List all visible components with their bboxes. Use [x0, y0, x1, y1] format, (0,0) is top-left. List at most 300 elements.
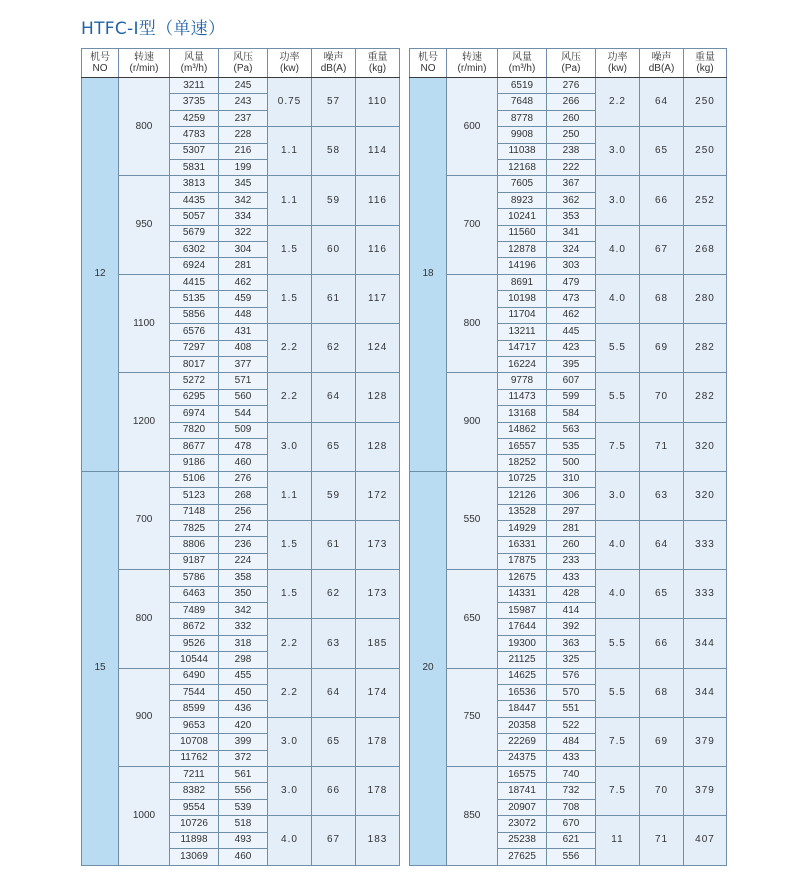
pressure-cell: 544 [219, 406, 268, 422]
pressure-cell: 484 [547, 734, 596, 750]
noise-cell: 64 [640, 520, 684, 569]
power-cell: 2.2 [268, 668, 312, 717]
airflow-cell: 8778 [498, 110, 547, 126]
noise-cell: 59 [312, 176, 356, 225]
airflow-cell: 5856 [170, 307, 219, 323]
spec-table-right [409, 48, 727, 866]
weight-cell: 268 [684, 225, 727, 274]
power-cell: 4.0 [596, 520, 640, 569]
power-cell: 7.5 [596, 767, 640, 816]
weight-cell: 128 [356, 373, 400, 422]
pressure-cell: 224 [219, 553, 268, 569]
weight-cell: 250 [684, 78, 727, 127]
table-row [82, 78, 400, 94]
airflow-cell: 9186 [170, 455, 219, 471]
pressure-cell: 260 [547, 110, 596, 126]
pressure-cell: 740 [547, 767, 596, 783]
airflow-cell: 7297 [170, 340, 219, 356]
weight-cell: 344 [684, 668, 727, 717]
pressure-cell: 436 [219, 701, 268, 717]
power-cell: 1.5 [268, 274, 312, 323]
power-cell: 1.5 [268, 520, 312, 569]
col-header-speed: 转速 (r/min) [447, 49, 498, 78]
airflow-cell: 21125 [498, 652, 547, 668]
speed-cell: 800 [119, 570, 170, 668]
power-cell: 11 [596, 816, 640, 865]
airflow-cell: 3813 [170, 176, 219, 192]
pressure-cell: 500 [547, 455, 596, 471]
noise-cell: 60 [312, 225, 356, 274]
airflow-cell: 17875 [498, 553, 547, 569]
weight-cell: 250 [684, 127, 727, 176]
noise-cell: 62 [312, 570, 356, 619]
noise-cell: 71 [640, 816, 684, 865]
noise-cell: 69 [640, 324, 684, 373]
col-header-airflow: 风量 (m³/h) [498, 49, 547, 78]
weight-cell: 333 [684, 570, 727, 619]
airflow-cell: 9554 [170, 799, 219, 815]
table-row [410, 373, 727, 389]
airflow-cell: 5786 [170, 570, 219, 586]
pressure-cell: 281 [547, 520, 596, 536]
airflow-cell: 5106 [170, 471, 219, 487]
pressure-cell: 358 [219, 570, 268, 586]
model-no-cell: 12 [82, 78, 119, 472]
airflow-cell: 13211 [498, 324, 547, 340]
airflow-cell: 15987 [498, 603, 547, 619]
airflow-cell: 13069 [170, 849, 219, 865]
noise-cell: 70 [640, 373, 684, 422]
airflow-cell: 25238 [498, 832, 547, 848]
pressure-cell: 350 [219, 586, 268, 602]
table-row [82, 373, 400, 389]
noise-cell: 66 [312, 767, 356, 816]
pressure-cell: 363 [547, 635, 596, 651]
noise-cell: 59 [312, 471, 356, 520]
table-row [82, 668, 400, 684]
pressure-cell: 236 [219, 537, 268, 553]
weight-cell: 183 [356, 816, 400, 865]
airflow-cell: 9187 [170, 553, 219, 569]
pressure-cell: 551 [547, 701, 596, 717]
airflow-cell: 8672 [170, 619, 219, 635]
noise-cell: 68 [640, 668, 684, 717]
weight-cell: 320 [684, 422, 727, 471]
pressure-cell: 670 [547, 816, 596, 832]
power-cell: 4.0 [596, 274, 640, 323]
col-header-power: 功率 (kw) [268, 49, 312, 78]
airflow-cell: 4783 [170, 127, 219, 143]
pressure-cell: 479 [547, 274, 596, 290]
airflow-cell: 3735 [170, 94, 219, 110]
weight-cell: 178 [356, 767, 400, 816]
pressure-cell: 353 [547, 209, 596, 225]
col-header-airflow: 风量 (m³/h) [170, 49, 219, 78]
speed-cell: 1200 [119, 373, 170, 471]
airflow-cell: 7489 [170, 603, 219, 619]
airflow-cell: 19300 [498, 635, 547, 651]
noise-cell: 71 [640, 422, 684, 471]
pressure-cell: 298 [219, 652, 268, 668]
table-row [82, 176, 400, 192]
airflow-cell: 10241 [498, 209, 547, 225]
pressure-cell: 570 [547, 685, 596, 701]
airflow-cell: 20907 [498, 799, 547, 815]
pressure-cell: 445 [547, 324, 596, 340]
pressure-cell: 607 [547, 373, 596, 389]
pressure-cell: 493 [219, 832, 268, 848]
airflow-cell: 7211 [170, 767, 219, 783]
airflow-cell: 6519 [498, 78, 547, 94]
pressure-cell: 372 [219, 750, 268, 766]
airflow-cell: 8382 [170, 783, 219, 799]
weight-cell: 173 [356, 570, 400, 619]
pressure-cell: 462 [547, 307, 596, 323]
power-cell: 4.0 [596, 570, 640, 619]
pressure-cell: 473 [547, 291, 596, 307]
pressure-cell: 342 [219, 603, 268, 619]
pressure-cell: 560 [219, 389, 268, 405]
noise-cell: 65 [640, 127, 684, 176]
col-header-weight: 重量 (kg) [684, 49, 727, 78]
noise-cell: 64 [312, 373, 356, 422]
model-no-cell: 18 [410, 78, 447, 472]
power-cell: 5.5 [596, 668, 640, 717]
pressure-cell: 325 [547, 652, 596, 668]
weight-cell: 172 [356, 471, 400, 520]
pressure-cell: 455 [219, 668, 268, 684]
airflow-cell: 4415 [170, 274, 219, 290]
airflow-cell: 6302 [170, 242, 219, 258]
pressure-cell: 281 [219, 258, 268, 274]
speed-cell: 750 [447, 668, 498, 766]
weight-cell: 282 [684, 373, 727, 422]
pressure-cell: 266 [547, 94, 596, 110]
pressure-cell: 222 [547, 160, 596, 176]
pressure-cell: 345 [219, 176, 268, 192]
power-cell: 2.2 [268, 324, 312, 373]
table-row [410, 274, 727, 290]
pressure-cell: 243 [219, 94, 268, 110]
airflow-cell: 5123 [170, 488, 219, 504]
airflow-cell: 11704 [498, 307, 547, 323]
airflow-cell: 11473 [498, 389, 547, 405]
header-row [410, 49, 727, 78]
weight-cell: 280 [684, 274, 727, 323]
airflow-cell: 17644 [498, 619, 547, 635]
pressure-cell: 450 [219, 685, 268, 701]
noise-cell: 65 [312, 717, 356, 766]
pressure-cell: 392 [547, 619, 596, 635]
pressure-cell: 518 [219, 816, 268, 832]
airflow-cell: 11038 [498, 143, 547, 159]
airflow-cell: 18252 [498, 455, 547, 471]
weight-cell: 320 [684, 471, 727, 520]
weight-cell: 185 [356, 619, 400, 668]
pressure-cell: 556 [219, 783, 268, 799]
table-row [410, 176, 727, 192]
noise-cell: 70 [640, 767, 684, 816]
pressure-cell: 478 [219, 438, 268, 454]
header-row [82, 49, 400, 78]
airflow-cell: 5679 [170, 225, 219, 241]
pressure-cell: 423 [547, 340, 596, 356]
pressure-cell: 708 [547, 799, 596, 815]
power-cell: 3.0 [596, 471, 640, 520]
airflow-cell: 10544 [170, 652, 219, 668]
speed-cell: 950 [119, 176, 170, 274]
power-cell: 3.0 [268, 422, 312, 471]
speed-cell: 550 [447, 471, 498, 569]
airflow-cell: 6463 [170, 586, 219, 602]
weight-cell: 344 [684, 619, 727, 668]
table-row [82, 767, 400, 783]
airflow-cell: 14331 [498, 586, 547, 602]
airflow-cell: 27625 [498, 849, 547, 865]
pressure-cell: 228 [219, 127, 268, 143]
table-row [410, 767, 727, 783]
weight-cell: 174 [356, 668, 400, 717]
pressure-cell: 395 [547, 356, 596, 372]
noise-cell: 67 [640, 225, 684, 274]
airflow-cell: 8923 [498, 192, 547, 208]
airflow-cell: 16575 [498, 767, 547, 783]
weight-cell: 333 [684, 520, 727, 569]
table-row [410, 471, 727, 487]
power-cell: 4.0 [268, 816, 312, 865]
pressure-cell: 621 [547, 832, 596, 848]
table-row [410, 78, 727, 94]
pressure-cell: 399 [219, 734, 268, 750]
pressure-cell: 297 [547, 504, 596, 520]
power-cell: 7.5 [596, 717, 640, 766]
model-no-cell: 20 [410, 471, 447, 865]
table-row [410, 668, 727, 684]
pressure-cell: 245 [219, 78, 268, 94]
airflow-cell: 16536 [498, 685, 547, 701]
speed-cell: 1100 [119, 274, 170, 372]
weight-cell: 110 [356, 78, 400, 127]
pressure-cell: 576 [547, 668, 596, 684]
pressure-cell: 459 [219, 291, 268, 307]
pressure-cell: 256 [219, 504, 268, 520]
airflow-cell: 8806 [170, 537, 219, 553]
airflow-cell: 18741 [498, 783, 547, 799]
weight-cell: 379 [684, 767, 727, 816]
pressure-cell: 420 [219, 717, 268, 733]
airflow-cell: 9526 [170, 635, 219, 651]
weight-cell: 128 [356, 422, 400, 471]
pressure-cell: 250 [547, 127, 596, 143]
table-body [82, 78, 400, 866]
speed-cell: 650 [447, 570, 498, 668]
pressure-cell: 584 [547, 406, 596, 422]
noise-cell: 68 [640, 274, 684, 323]
airflow-cell: 10725 [498, 471, 547, 487]
airflow-cell: 16224 [498, 356, 547, 372]
airflow-cell: 7605 [498, 176, 547, 192]
speed-cell: 600 [447, 78, 498, 176]
power-cell: 5.5 [596, 373, 640, 422]
airflow-cell: 14929 [498, 520, 547, 536]
weight-cell: 252 [684, 176, 727, 225]
weight-cell: 178 [356, 717, 400, 766]
speed-cell: 900 [119, 668, 170, 766]
noise-cell: 69 [640, 717, 684, 766]
airflow-cell: 7544 [170, 685, 219, 701]
airflow-cell: 6974 [170, 406, 219, 422]
power-cell: 2.2 [596, 78, 640, 127]
weight-cell: 117 [356, 274, 400, 323]
pressure-cell: 362 [547, 192, 596, 208]
noise-cell: 64 [640, 78, 684, 127]
power-cell: 2.2 [268, 373, 312, 422]
airflow-cell: 9908 [498, 127, 547, 143]
col-header-pressure: 风压 (Pa) [547, 49, 596, 78]
pressure-cell: 571 [219, 373, 268, 389]
col-header-no: 机号 NO [82, 49, 119, 78]
col-header-noise: 噪声 dB(A) [640, 49, 684, 78]
speed-cell: 800 [447, 274, 498, 372]
airflow-cell: 8677 [170, 438, 219, 454]
weight-cell: 114 [356, 127, 400, 176]
spec-table-left [81, 48, 400, 866]
pressure-cell: 367 [547, 176, 596, 192]
noise-cell: 57 [312, 78, 356, 127]
model-no-cell: 15 [82, 471, 119, 865]
pressure-cell: 341 [547, 225, 596, 241]
pressure-cell: 310 [547, 471, 596, 487]
pressure-cell: 561 [219, 767, 268, 783]
weight-cell: 116 [356, 176, 400, 225]
pressure-cell: 274 [219, 520, 268, 536]
airflow-cell: 5272 [170, 373, 219, 389]
airflow-cell: 7820 [170, 422, 219, 438]
pressure-cell: 428 [547, 586, 596, 602]
pressure-cell: 431 [219, 324, 268, 340]
pressure-cell: 332 [219, 619, 268, 635]
power-cell: 5.5 [596, 324, 640, 373]
airflow-cell: 6490 [170, 668, 219, 684]
pressure-cell: 276 [219, 471, 268, 487]
col-header-power: 功率 (kw) [596, 49, 640, 78]
airflow-cell: 7148 [170, 504, 219, 520]
airflow-cell: 6924 [170, 258, 219, 274]
col-header-weight: 重量 (kg) [356, 49, 400, 78]
pressure-cell: 556 [547, 849, 596, 865]
speed-cell: 800 [119, 78, 170, 176]
power-cell: 4.0 [596, 225, 640, 274]
airflow-cell: 16557 [498, 438, 547, 454]
pressure-cell: 233 [547, 553, 596, 569]
airflow-cell: 5057 [170, 209, 219, 225]
noise-cell: 67 [312, 816, 356, 865]
airflow-cell: 14196 [498, 258, 547, 274]
airflow-cell: 20358 [498, 717, 547, 733]
pressure-cell: 216 [219, 143, 268, 159]
power-cell: 7.5 [596, 422, 640, 471]
table-row [82, 471, 400, 487]
col-header-no: 机号 NO [410, 49, 447, 78]
weight-cell: 407 [684, 816, 727, 865]
airflow-cell: 5135 [170, 291, 219, 307]
airflow-cell: 10708 [170, 734, 219, 750]
pressure-cell: 433 [547, 750, 596, 766]
airflow-cell: 7825 [170, 520, 219, 536]
airflow-cell: 12675 [498, 570, 547, 586]
airflow-cell: 10198 [498, 291, 547, 307]
table-row [82, 570, 400, 586]
airflow-cell: 11762 [170, 750, 219, 766]
power-cell: 3.0 [268, 717, 312, 766]
power-cell: 1.5 [268, 570, 312, 619]
pressure-cell: 260 [547, 537, 596, 553]
airflow-cell: 4259 [170, 110, 219, 126]
pressure-cell: 268 [219, 488, 268, 504]
pressure-cell: 318 [219, 635, 268, 651]
airflow-cell: 22269 [498, 734, 547, 750]
pressure-cell: 342 [219, 192, 268, 208]
table-body [410, 78, 727, 866]
airflow-cell: 13528 [498, 504, 547, 520]
airflow-cell: 12168 [498, 160, 547, 176]
pressure-cell: 324 [547, 242, 596, 258]
airflow-cell: 3211 [170, 78, 219, 94]
weight-cell: 379 [684, 717, 727, 766]
table-row [410, 570, 727, 586]
noise-cell: 64 [312, 668, 356, 717]
pressure-cell: 539 [219, 799, 268, 815]
pressure-cell: 237 [219, 110, 268, 126]
pressure-cell: 304 [219, 242, 268, 258]
airflow-cell: 23072 [498, 816, 547, 832]
noise-cell: 61 [312, 520, 356, 569]
airflow-cell: 8599 [170, 701, 219, 717]
pressure-cell: 448 [219, 307, 268, 323]
power-cell: 3.0 [596, 176, 640, 225]
pressure-cell: 433 [547, 570, 596, 586]
pressure-cell: 535 [547, 438, 596, 454]
pressure-cell: 408 [219, 340, 268, 356]
pressure-cell: 238 [547, 143, 596, 159]
airflow-cell: 9778 [498, 373, 547, 389]
airflow-cell: 18447 [498, 701, 547, 717]
pressure-cell: 322 [219, 225, 268, 241]
speed-cell: 1000 [119, 767, 170, 865]
weight-cell: 116 [356, 225, 400, 274]
pressure-cell: 276 [547, 78, 596, 94]
airflow-cell: 4435 [170, 192, 219, 208]
pressure-cell: 377 [219, 356, 268, 372]
airflow-cell: 12878 [498, 242, 547, 258]
airflow-cell: 5307 [170, 143, 219, 159]
pressure-cell: 334 [219, 209, 268, 225]
table-row [82, 274, 400, 290]
airflow-cell: 14625 [498, 668, 547, 684]
speed-cell: 700 [447, 176, 498, 274]
noise-cell: 58 [312, 127, 356, 176]
airflow-cell: 8017 [170, 356, 219, 372]
airflow-cell: 10726 [170, 816, 219, 832]
airflow-cell: 11898 [170, 832, 219, 848]
noise-cell: 66 [640, 176, 684, 225]
airflow-cell: 24375 [498, 750, 547, 766]
col-header-pressure: 风压 (Pa) [219, 49, 268, 78]
pressure-cell: 732 [547, 783, 596, 799]
pressure-cell: 563 [547, 422, 596, 438]
pressure-cell: 303 [547, 258, 596, 274]
airflow-cell: 7648 [498, 94, 547, 110]
